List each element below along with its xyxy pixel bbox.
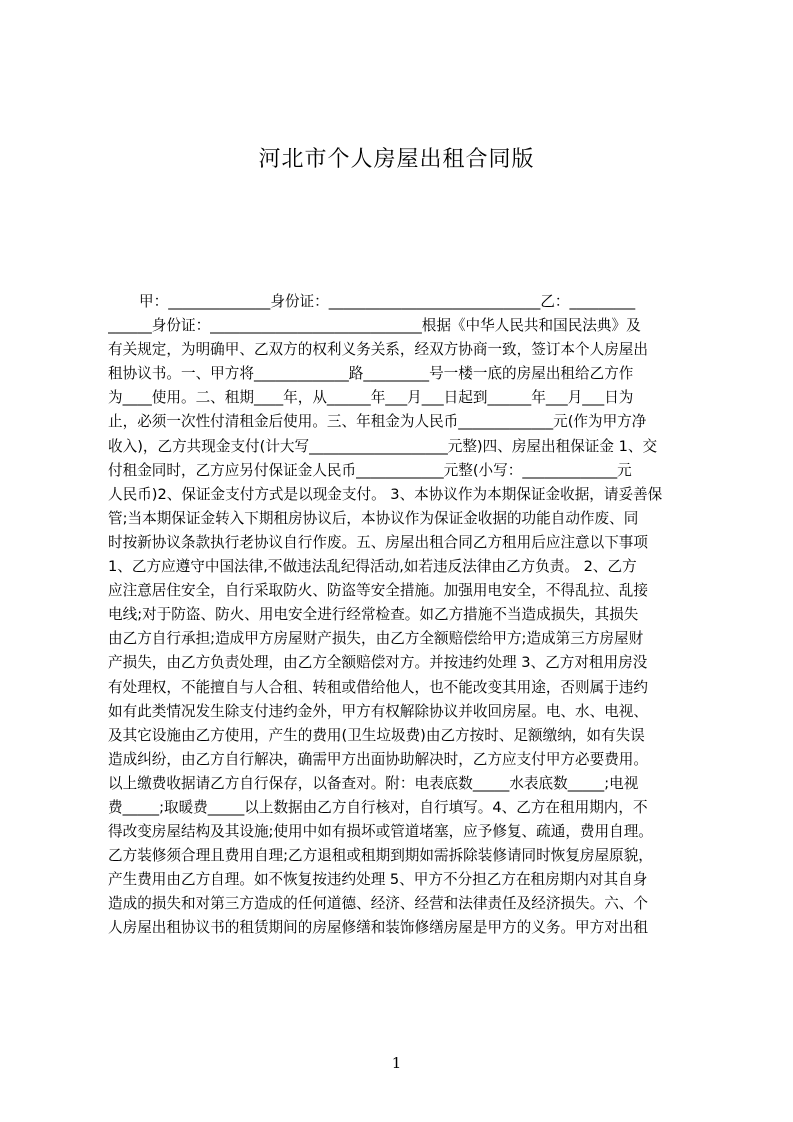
contract-line: 付租金同时，乙方应另付保证金人民币____________元整(小写：_____________元 bbox=[108, 461, 632, 479]
page-number: 1 bbox=[391, 1054, 402, 1072]
contract-line: 收入)，乙方共现金支付(计大写___________________元整)四、房屋出租保证金 1、交 bbox=[108, 437, 658, 455]
contract-line: 止，必须一次性付清租金后使用。三、年租金为人民币_____________元(作为甲方净 bbox=[108, 413, 647, 431]
contract-line: 造成的损失和对第三方造成的任何道德、经济、经营和法律责任及经济损失。六、个 bbox=[108, 895, 648, 913]
contract-line: 为____使用。二、租期____年，从______年___月___日起到______年___月___日为 bbox=[108, 389, 634, 407]
contract-line: 产生费用由乙方自理。如不恢复按违约处理 5、甲方不分担乙方在租房期内对其自身 bbox=[108, 871, 648, 889]
document-title: 河北市个人房屋出租合同版 bbox=[258, 147, 535, 172]
contract-line: 有关规定，为明确甲、乙双方的权利义务关系，经双方协商一致，签订本个人房屋出 bbox=[108, 341, 648, 359]
contract-line: 以上缴费收据请乙方自行保存，以备查对。附：电表底数_____水表底数_____;电视 bbox=[108, 774, 639, 792]
contract-line: 电线;对于防盗、防火、用电安全进行经常检查。如乙方措施不当造成损失，其损失 bbox=[108, 606, 639, 624]
contract-line: 产损失，由乙方负责处理，由乙方全额赔偿对方。并按违约处理 3、乙方对租用房没 bbox=[108, 654, 648, 672]
contract-line: 如有此类情况发生除支付违约金外，甲方有权解除协议并收回房屋。电、水、电视、 bbox=[108, 702, 648, 720]
contract-line: 租协议书。一、甲方将_____________路_________号一楼一底的房屋出租给乙方作 bbox=[108, 365, 634, 383]
contract-line: 得改变房屋结构及其设施;使用中如有损坏或管道堵塞，应予修复、疏通，费用自理。 bbox=[108, 823, 653, 841]
contract-line: 费_____;取暖费_____以上数据由乙方自行核对，自行填写。4、乙方在租用期内，不 bbox=[108, 798, 648, 816]
contract-body bbox=[108, 290, 698, 1025]
contract-line: 造成纠纷，由乙方自行解决，确需甲方出面协助解决时，乙方应支付甲方必要费用。 bbox=[108, 750, 648, 768]
contract-line: 由乙方自行承担;造成甲方房屋财产损失，由乙方全额赔偿给甲方;造成第三方房屋财 bbox=[108, 630, 644, 648]
contract-line: 及其它设施由乙方使用，产生的费用(卫生垃圾费)由乙方按时、足额缴纳，如有失误 bbox=[108, 726, 645, 744]
contract-line: 时按新协议条款执行老协议自行作废。五、房屋出租合同乙方租用后应注意以下事项 bbox=[108, 533, 648, 551]
contract-line: 1、乙方应遵守中国法律,不做违法乱纪得活动,如若违反法律由乙方负责。 2、乙方 bbox=[108, 558, 637, 576]
contract-line: 应注意居住安全，自行采取防火、防盗等安全措施。加强用电安全，不得乱拉、乱接 bbox=[108, 582, 648, 600]
contract-line: 管;当本期保证金转入下期租房协议后，本协议作为保证金收据的功能自动作废、同 bbox=[108, 509, 639, 527]
contract-line: 人民币)2、保证金支付方式是以现金支付。 3、本协议作为本期保证金收据，请妥善保 bbox=[108, 485, 663, 503]
contract-line: 乙方装修须合理且费用自理;乙方退租或租期到期如需拆除装修请同时恢复房屋原貌， bbox=[108, 847, 653, 865]
contract-line: ______身份证：_____________________________根据《中华人民共和国民法典》及 bbox=[108, 317, 641, 335]
contract-line: 有处理权，不能擅自与人合租、转租或借给他人，也不能改变其用途，否则属于违约 bbox=[108, 678, 648, 696]
contract-line: 甲：______________身份证：_____________________________乙：_________ bbox=[139, 293, 636, 310]
contract-line: 人房屋出租协议书的租赁期间的房屋修缮和装饰修缮房屋是甲方的义务。甲方对出租 bbox=[108, 919, 648, 937]
